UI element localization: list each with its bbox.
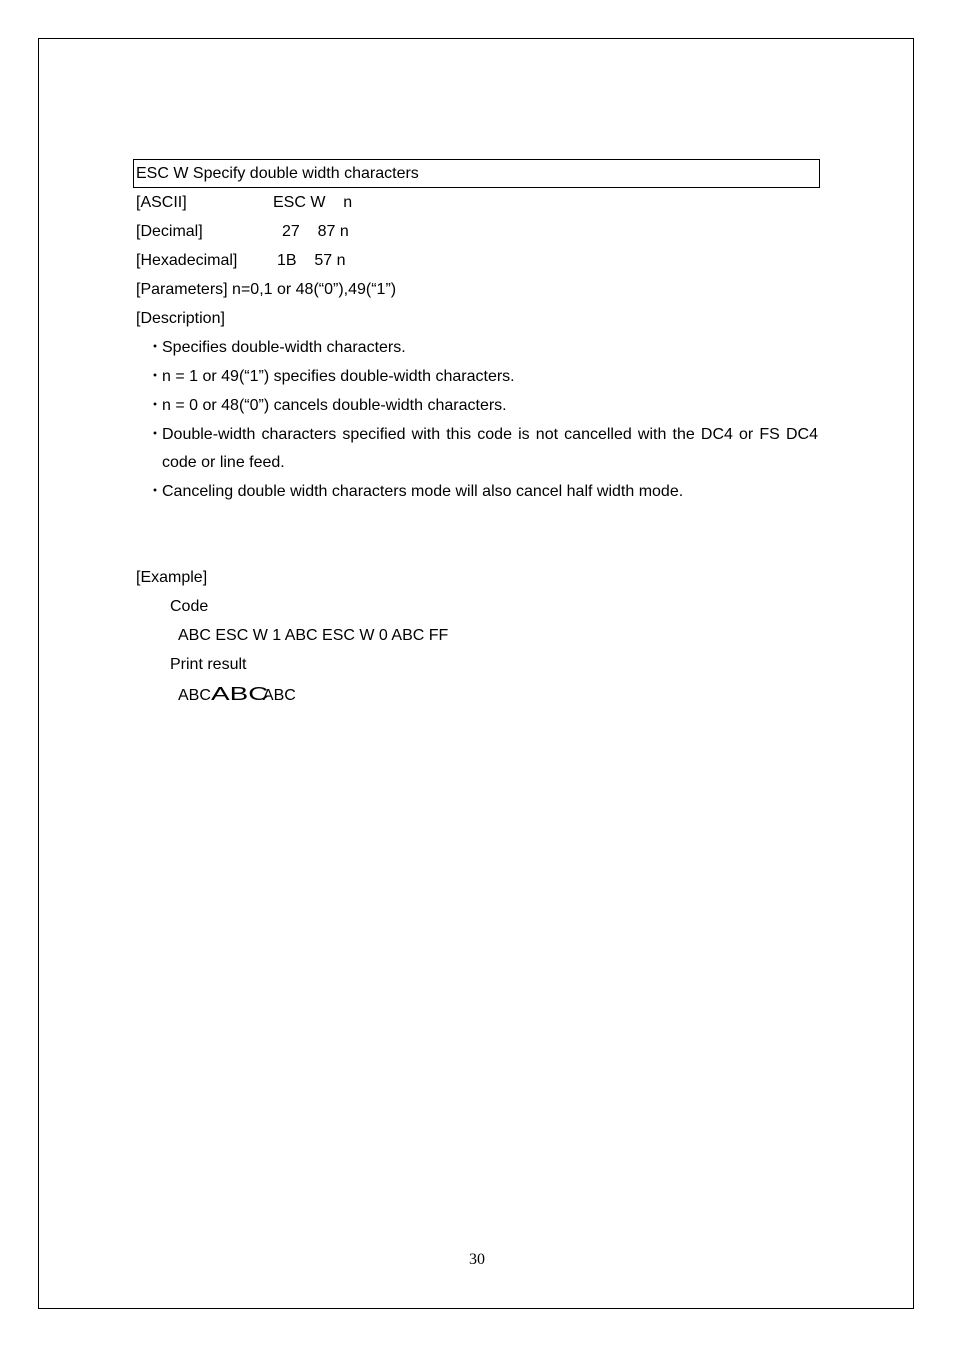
description-item-text: n = 1 or 49(“1”) specifies double-width characters.	[162, 368, 515, 385]
hex-value: 1B 57 n	[277, 252, 346, 269]
bullet-glyph: ・	[147, 339, 164, 356]
code-value: ABC ESC W 1 ABC ESC W 0 ABC FF	[178, 627, 449, 644]
ascii-row	[136, 193, 353, 213]
result-wide-text: ABC	[210, 684, 269, 704]
description-item	[147, 334, 818, 362]
decimal-value: 27 87 n	[282, 223, 349, 240]
decimal-label: [Decimal]	[136, 223, 203, 240]
parameters-value: n=0,1 or 48(“0”),49(“1”)	[232, 281, 397, 298]
code-row	[178, 626, 448, 646]
description-item-text: Canceling double width characters mode will also cancel half width mode.	[162, 483, 684, 500]
code-heading	[170, 597, 208, 617]
result-normal-text: ABC	[178, 687, 211, 704]
description-item-text: n = 0 or 48(“0”) cancels double-width characters.	[162, 397, 507, 414]
parameters-row	[136, 280, 396, 300]
example-label: [Example]	[136, 569, 208, 586]
description-item	[147, 421, 818, 477]
result-heading	[170, 655, 246, 675]
description-heading	[136, 309, 225, 329]
result-normal-text: ABC	[262, 687, 296, 704]
hex-row	[136, 251, 346, 271]
code-label: Code	[170, 598, 209, 615]
command-title-box	[133, 159, 820, 188]
description-item-text: Specifies double-width characters.	[162, 339, 406, 356]
page-number: 30	[469, 1251, 485, 1268]
ascii-label: [ASCII]	[136, 194, 187, 211]
bullet-glyph: ・	[147, 397, 164, 414]
description-item-text: Double-width characters specified with this code is not cancelled with the DC4 or FS DC4 code or line feed.	[162, 426, 818, 471]
command-title: ESC W Specify double width characters	[136, 165, 419, 182]
bullet-glyph: ・	[147, 483, 164, 500]
hex-label: [Hexadecimal]	[136, 252, 238, 269]
description-item	[147, 363, 818, 391]
description-label: [Description]	[136, 310, 225, 327]
description-item	[147, 392, 818, 420]
bullet-glyph: ・	[147, 426, 164, 443]
parameters-label: [Parameters]	[136, 281, 228, 298]
description-item	[147, 478, 818, 506]
result-label: Print result	[170, 656, 247, 673]
decimal-row	[136, 222, 349, 242]
ascii-value: ESC W n	[273, 194, 353, 211]
result-row	[178, 684, 296, 706]
bullet-glyph: ・	[147, 368, 164, 385]
example-heading	[136, 568, 207, 588]
